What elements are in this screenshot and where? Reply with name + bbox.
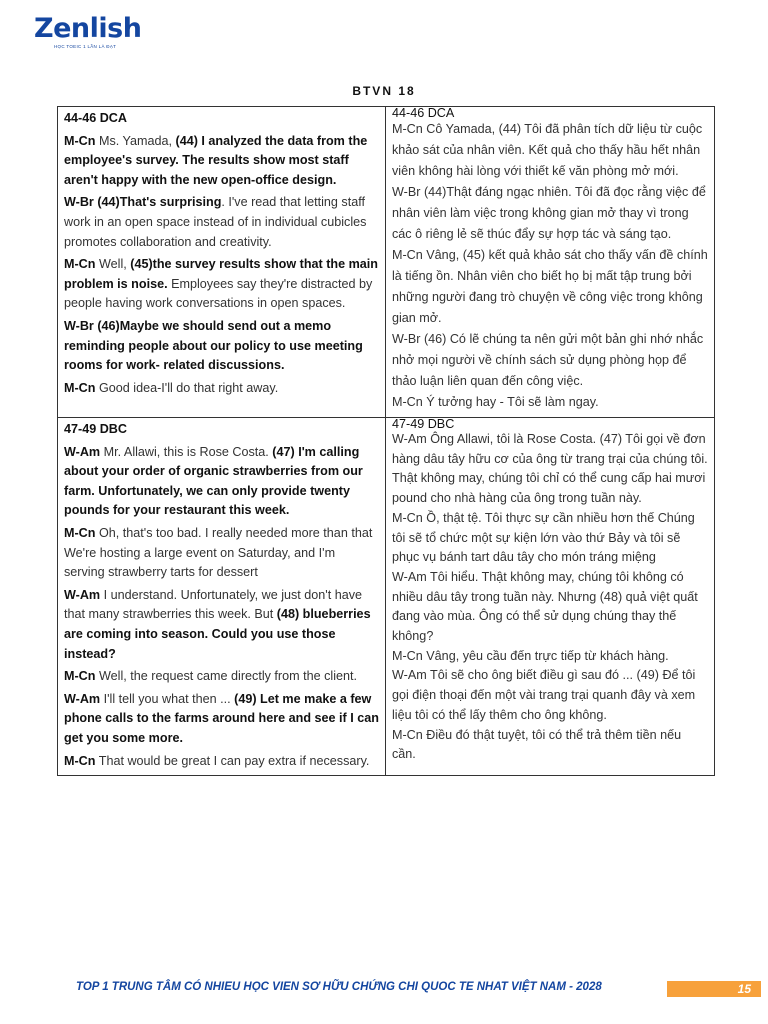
highlighted-text: (44) I analyzed the data from the employee's survey. The results show most staff aren't happy with the new open-office design.: [64, 133, 368, 187]
english-dialogue: [64, 132, 379, 399]
vietnamese-cell-2: [386, 418, 715, 776]
english-cell-1: [58, 107, 386, 418]
footer-slogan: TOP 1 TRUNG TÂM CÓ NHIEU HỌC VIEN SƠ HỮU CHỨNG CHI QUOC TE NHAT VIỆT NAM - 2028: [76, 981, 602, 993]
dialogue-text: Ms. Yamada,: [95, 133, 176, 148]
highlighted-text: (47) I'm calling about your order of organic strawberries from our farm. Unfortunately, we can only provide twenty pounds for your restaurant this week.: [64, 444, 363, 518]
speaker-label: W-Am: [64, 587, 101, 602]
dialogue-text: I understand. Unfortunately, we just don't have that many strawberries this week. But: [64, 587, 363, 622]
dialogue-text: That would be great I can pay extra if necessary.: [95, 753, 370, 768]
highlighted-text: (44)That's surprising: [93, 195, 222, 210]
translation-line: W-Am Ông Allawi, tôi là Rose Costa. (47) Tôi gọi về đơn hàng dâu tây hữu cơ của ông từ trang trại của chúng tôi. Thật không may, chúng tôi chỉ có thể cung cấp hai mươi pound cho nhà hàng của ông trong tuần này.: [392, 432, 708, 506]
speaker-label: M-Cn: [64, 133, 96, 148]
speaker-label: W-Am: [64, 444, 101, 459]
dialogue-line: [64, 690, 379, 749]
dialogue-line: [64, 752, 379, 772]
logo-tagline: HỌC TOEIC 1 LẦN LÀ ĐẠT: [54, 44, 117, 49]
dialogue-line: [64, 443, 379, 521]
speaker-label: W-Br: [64, 195, 94, 210]
speaker-label: M-Cn: [64, 753, 96, 768]
highlighted-text: (45)the survey results show that the main problem is noise.: [64, 257, 378, 291]
section-row-2: [58, 418, 715, 776]
speaker-label: M-Cn: [64, 525, 96, 540]
dialogue-text: Oh, that's too bad. I really needed more than that We're hosting a large event on Saturday, and I'm serving strawberry tarts for dessert: [64, 525, 373, 580]
dialogue-text: I'll tell you what then ...: [100, 691, 235, 706]
page-number: 15: [667, 981, 761, 997]
section-heading-en: 44-46 DCA: [64, 111, 127, 125]
dialogue-line: [64, 379, 379, 399]
section-heading-vi: 47-49 DBC: [392, 417, 455, 431]
dialogue-line: [64, 193, 379, 252]
speaker-label: M-Cn: [64, 380, 96, 395]
speaker-label: M-Cn: [64, 669, 96, 684]
section-heading-vi: 44-46 DCA: [392, 106, 455, 120]
translation-line: M-Cn Cô Yamada, (44) Tôi đã phân tích dữ liệu từ cuộc khảo sát của nhân viên. Kết quả cho thấy hầu hết nhân viên không hài lòng với thiết kế văn phòng mở mới.: [392, 122, 703, 178]
english-dialogue: [64, 443, 379, 772]
page-title: BTVN 18: [352, 84, 416, 98]
transcript-table: [57, 106, 715, 776]
dialogue-text: . I've read that letting staff work in an open space instead of in individual cubicles promotes collaboration and creativity.: [64, 195, 367, 249]
translation-line: M-Cn Vâng, yêu cầu đến trực tiếp từ khách hàng.: [392, 648, 669, 663]
highlighted-text: (49) Let me make a few phone calls to the farms around here and see if I can get you some more.: [64, 691, 379, 745]
speaker-label: M-Cn: [64, 257, 96, 272]
dialogue-line: [64, 255, 379, 314]
translation-line: M-Cn Ồ, thật tệ. Tôi thực sự cần nhiều hơn thế Chúng tôi sẽ tổ chức một sự kiện lớn vào thứ Bảy và tôi sẽ phục vụ bánh tart dâu tây cho món tráng miệng: [392, 510, 695, 565]
dialogue-line: [64, 524, 379, 583]
zenlish-logo: [34, 14, 141, 49]
logo-brand: Zenlish: [34, 13, 142, 44]
translation-line: W-Am Tôi sẽ cho ông biết điều gì sau đó ... (49) Để tôi gọi điện thoại đến một vài trang trại quanh đây và xem liệu tôi có thể lấy thêm cho ông không.: [392, 668, 696, 722]
translation-line: M-Cn Vâng, (45) kết quả khảo sát cho thấy vấn đề chính là tiếng ồn. Nhân viên cho biết họ bị mất tập trung bởi những người đang trò chuyện về công việc trong không gian mở.: [392, 248, 708, 325]
vietnamese-dialogue: [386, 418, 714, 769]
dialogue-line: [64, 317, 379, 376]
vietnamese-cell-1: [386, 107, 715, 418]
translation-line: M-Cn Ý tưởng hay - Tôi sẽ làm ngay.: [392, 395, 599, 409]
translation-line: M-Cn Điều đó thật tuyệt, tôi có thể trả thêm tiền nếu cần.: [392, 727, 682, 762]
highlighted-text: (46)Maybe we should send out a memo reminding people about our policy to use meeting rooms for work- related discussions.: [64, 318, 363, 373]
translation-line: W-Br (44)Thật đáng ngạc nhiên. Tôi đã đọc rằng việc để nhân viên làm việc trong không gian mở thay vì trong các ô riêng lẻ sẽ thúc đẩy sự hợp tác và sáng tạo.: [392, 185, 706, 241]
speaker-label: W-Am: [64, 691, 101, 706]
section-heading-en: 47-49 DBC: [64, 422, 127, 436]
vietnamese-dialogue: [386, 107, 714, 417]
translation-line: W-Am Tôi hiểu. Thật không may, chúng tôi không có nhiều dâu tây trong tuần này. Nhưng (48) quả việt quất đang vào mùa. Ông có thể sử dụng chúng thay thế không?: [392, 569, 698, 644]
dialogue-text: Well,: [95, 257, 131, 272]
english-cell-2: [58, 418, 386, 776]
dialogue-text: Good idea-I'll do that right away.: [95, 380, 279, 395]
dialogue-line: [64, 132, 379, 191]
translation-line: W-Br (46) Có lẽ chúng ta nên gửi một bản ghi nhớ nhắc nhở mọi người về chính sách sử dụng phòng họp để thảo luận liên quan đến công việc.: [392, 332, 704, 388]
dialogue-line: [64, 667, 379, 687]
dialogue-line: [64, 586, 379, 664]
speaker-label: W-Br: [64, 318, 94, 333]
dialogue-text: Employees say they're distracted by people having work conversations in open spaces.: [64, 276, 373, 311]
section-row-1: [58, 107, 715, 418]
dialogue-text: Mr. Allawi, this is Rose Costa.: [100, 444, 273, 459]
highlighted-text: (48) blueberries are coming into season. Could you use those instead?: [64, 607, 371, 661]
dialogue-text: Well, the request came directly from the client.: [95, 669, 358, 684]
